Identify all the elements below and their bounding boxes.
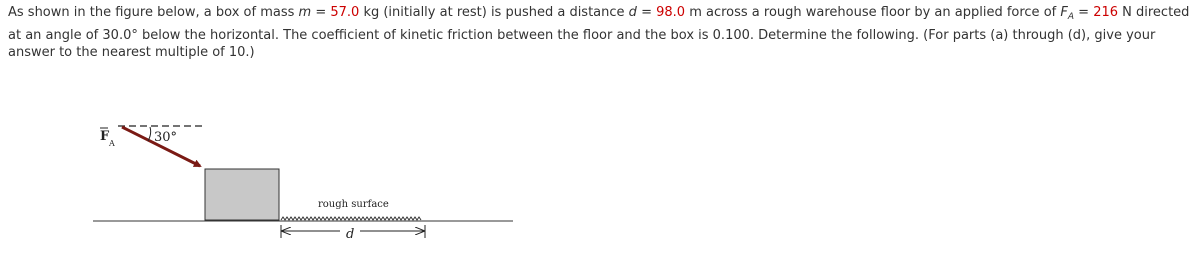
force-label: F [100,129,110,144]
distance-label: d [346,227,355,242]
distance-value: 98.0 [656,5,686,20]
problem-text-1: As shown in the figure below, a box of mass [8,5,299,20]
equals-1: = [311,5,331,20]
angle-label: 30° [154,130,178,145]
equals-3: = [1074,5,1094,20]
equals-2: = [636,5,657,20]
box [205,169,279,220]
force-label-subscript: A [109,139,115,148]
mass-unit-text: kg (initially at rest) is pushed a distance [359,5,629,20]
surface-label: rough surface [318,199,389,210]
rough-surface-zigzag [281,217,421,220]
mass-symbol: m [298,5,312,20]
box-force-diagram [0,110,540,260]
problem-text-2: N directed at an angle of 30.0° below the horizontal. The coefficient of kinetic friction between the floor and the box is 0.100. Determine the following. (For parts (a) through (d), give your answer to the nearest multiple of 10.) [8,5,1190,60]
force-value: 216 [1093,5,1119,20]
force-symbol: F [1060,5,1068,20]
force-subscript: A [1067,12,1075,22]
distance-symbol: d [628,5,637,20]
distance-unit-text: m across a rough warehouse floor by an applied force of [685,5,1061,20]
mass-value: 57.0 [330,5,360,20]
problem-statement [8,4,1194,62]
